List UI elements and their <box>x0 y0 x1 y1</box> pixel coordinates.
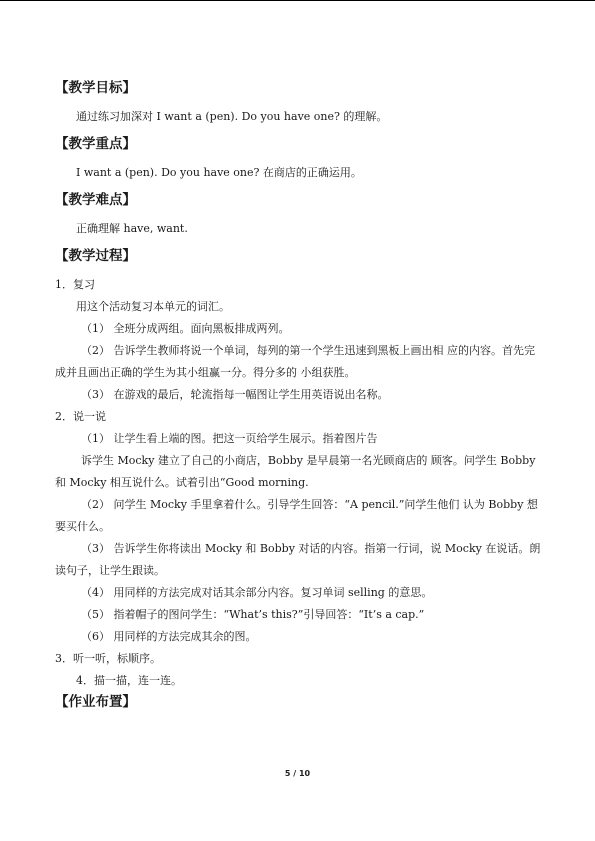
list-item: 诉学生 Mocky 建立了自己的小商店，Bobby 是早晨第一名光顾商店的 顾客。问学生 Bobby 和 Mocky 相互说什么。试着引出“Good morning. <box>55 454 536 489</box>
list-item: 4．描一描，连一连。 <box>76 674 182 687</box>
heading-key-point: 【教学重点】 <box>55 136 136 152</box>
list-item: （3） 告诉学生你将读出 Mocky 和 Bobby 对话的内容。指第一行词，说 Mocky 在说话。朗读句子，让学生跟读。 <box>55 542 541 577</box>
list-item: （1） 全班分成两组。面向黑板排成两列。 <box>81 322 290 335</box>
heading-difficulty: 【教学难点】 <box>55 192 136 208</box>
heading-teaching-process: 【教学过程】 <box>55 248 136 264</box>
list-item: （2） 告诉学生教师将说一个单词，每列的第一个学生迅速到黑板上画出相 应的内容。首先完成并且画出正确的学生为其小组赢一分。得分多的 小组获胜。 <box>55 344 535 379</box>
page-number: 5 / 10 <box>284 769 311 778</box>
list-item: （1） 让学生看上端的图。把这一页给学生展示。指着图片告 <box>81 432 378 445</box>
key-point-text: I want a (pen). Do you have one? 在商店的正确运用。 <box>76 166 362 179</box>
list-item: （2） 问学生 Mocky 手里拿着什么。引导学生回答：“A pencil.”问学生他们 认为 Bobby 想要买什么。 <box>55 498 538 533</box>
heading-homework: 【作业布置】 <box>55 694 136 710</box>
list-item: 3．听一听，标顺序。 <box>55 652 161 665</box>
list-item: （3） 在游戏的最后，轮流指每一幅图让学生用英语说出名称。 <box>81 388 389 401</box>
document-body <box>55 78 545 712</box>
list-item: 2．说一说 <box>55 410 106 423</box>
difficulty-text: 正确理解 have, want. <box>76 222 188 235</box>
list-item: 用这个活动复习本单元的词汇。 <box>76 300 230 313</box>
list-item: （4） 用同样的方法完成对话其余部分内容。复习单词 selling 的意思。 <box>81 586 433 599</box>
teaching-goal-text: 通过练习加深对 I want a (pen). Do you have one? 的理解。 <box>76 110 388 123</box>
heading-teaching-goal: 【教学目标】 <box>55 80 136 96</box>
list-item: （6） 用同样的方法完成其余的图。 <box>81 630 257 643</box>
list-item: 1．复习 <box>55 278 95 291</box>
top-rule <box>0 0 595 1</box>
list-item: （5） 指着帽子的图问学生：“What’s this?”引导回答：“It’s a cap.” <box>81 608 425 621</box>
